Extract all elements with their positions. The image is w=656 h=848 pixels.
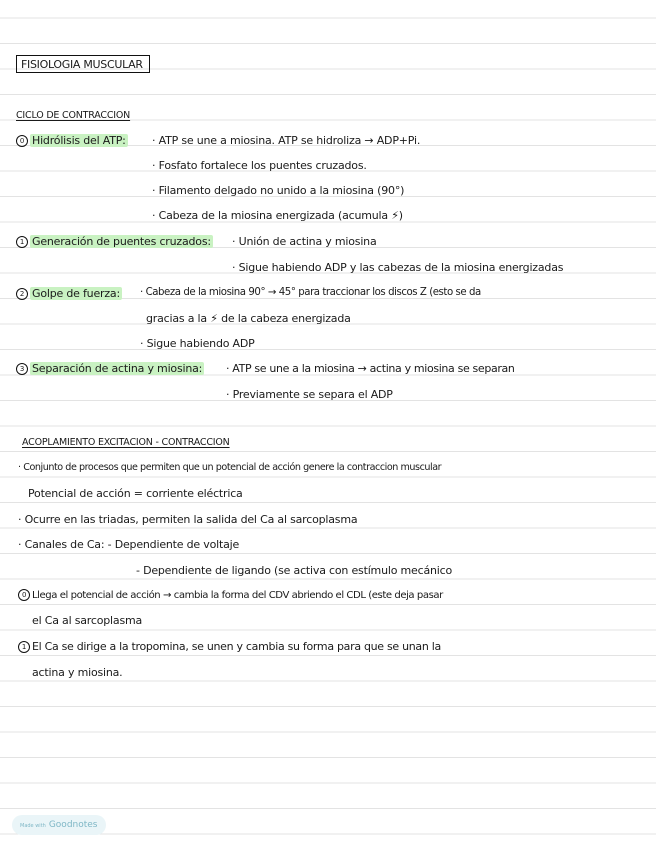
- goodnotes-badge[interactable]: [12, 815, 106, 835]
- step-text: El Ca se dirige a la tropomina, se unen y cambia su forma para que se unan la: [32, 640, 441, 653]
- acoplamiento-step-0-line-1: [18, 589, 443, 601]
- step-label: Separación de actina y miosina:: [32, 362, 203, 375]
- step-1-line-1: · Unión de actina y miosina: [232, 235, 377, 248]
- step-number-badge: 0: [18, 589, 30, 601]
- step-0-line-3: · Filamento delgado no unido a la miosina (90°): [152, 184, 405, 197]
- acoplamiento-step-0-line-2: el Ca al sarcoplasma: [32, 614, 143, 627]
- step-2-line-3: · Sigue habiendo ADP: [140, 337, 255, 350]
- step-number-badge: 3: [16, 363, 28, 375]
- brand-label: Goodnotes: [48, 820, 98, 830]
- step-1-line-2: · Sigue habiendo ADP y las cabezas de la miosina energizadas: [232, 261, 564, 274]
- step-2-line-2: gracias a la ⚡ de la cabeza energizada: [146, 312, 351, 325]
- step-label: Generación de puentes cruzados:: [32, 235, 211, 248]
- step-3-line-2: · Previamente se separa el ADP: [226, 388, 393, 401]
- step-number-badge: 1: [18, 641, 30, 653]
- step-number-badge: 0: [16, 135, 28, 147]
- step-0-line-4: · Cabeza de la miosina energizada (acumula ⚡): [152, 209, 403, 222]
- step-text: Llega el potencial de acción → cambia la forma del CDV abriendo el CDL (este deja pasar: [32, 590, 443, 601]
- step-number-badge: 1: [16, 236, 28, 248]
- bullet-line-4: · Canales de Ca: - Dependiente de voltaje: [18, 538, 240, 551]
- section-heading-acoplamiento: ACOPLAMIENTO EXCITACION - CONTRACCION: [22, 437, 230, 448]
- bullet-line-2: Potencial de acción = corriente eléctrica: [28, 487, 243, 500]
- step-label: Golpe de fuerza:: [32, 287, 120, 300]
- step-3-line-1: · ATP se une a la miosina → actina y miosina se separan: [226, 362, 515, 375]
- page-title: FISIOLOGIA MUSCULAR: [16, 55, 150, 73]
- bullet-line-1: · Conjunto de procesos que permiten que un potencial de acción genere la contraccion muscular: [18, 462, 442, 473]
- acoplamiento-step-1-line-2: actina y miosina.: [32, 666, 123, 679]
- bullet-line-3: · Ocurre en las triadas, permiten la salida del Ca al sarcoplasma: [18, 513, 358, 526]
- section-heading-ciclo: CICLO DE CONTRACCION: [16, 110, 131, 121]
- step-0-line-2: · Fosfato fortalece los puentes cruzados.: [152, 159, 367, 172]
- step-label: Hidrólisis del ATP:: [32, 134, 126, 147]
- step-0-line-1: · ATP se une a miosina. ATP se hidroliza → ADP+Pi.: [152, 134, 421, 147]
- step-0-label-line: [16, 134, 128, 147]
- step-2-label-line: [16, 287, 122, 300]
- step-number-badge: 2: [16, 288, 28, 300]
- step-2-line-1: · Cabeza de la miosina 90° → 45° para traccionar los discos Z (esto se da: [140, 287, 481, 298]
- acoplamiento-step-1-line-1: [18, 640, 441, 653]
- bullet-line-5: - Dependiente de ligando (se activa con estímulo mecánico: [136, 564, 452, 577]
- step-1-label-line: [16, 235, 213, 248]
- step-3-label-line: [16, 362, 204, 375]
- made-with-label: Made with: [20, 823, 46, 829]
